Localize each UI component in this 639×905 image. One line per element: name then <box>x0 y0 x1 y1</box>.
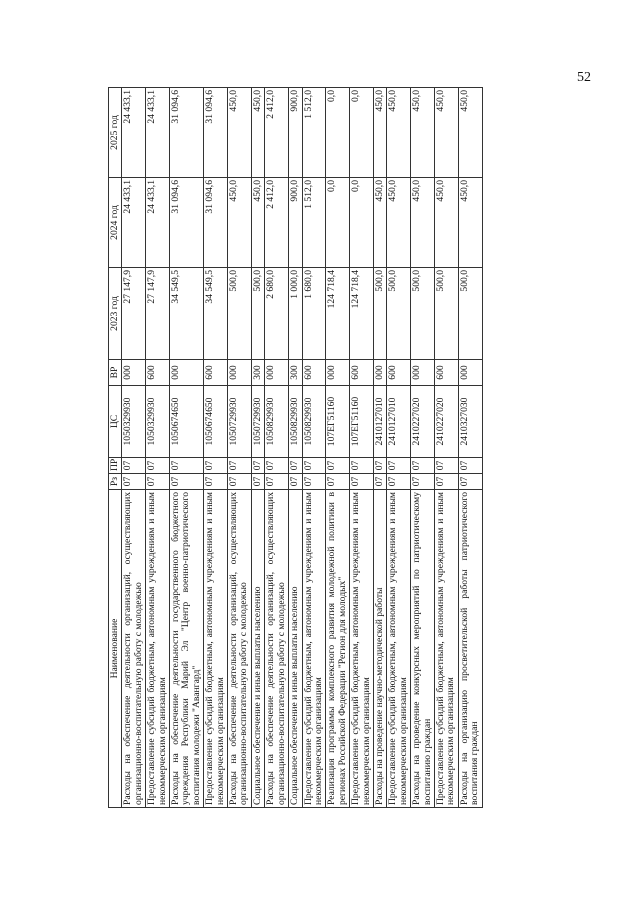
cell-rz: 07 <box>228 474 252 490</box>
cell-y2025: 1 512,0 <box>302 88 326 178</box>
cell-pr: 07 <box>387 458 411 474</box>
cell-cs: 1050729930 <box>228 386 252 458</box>
table-row <box>387 88 411 808</box>
cell-rz: 07 <box>387 474 411 490</box>
cell-pr: 07 <box>326 458 350 474</box>
table-row <box>411 88 435 808</box>
table-row <box>251 88 264 808</box>
cell-cs: 1050329930 <box>146 386 170 458</box>
cell-vr: 600 <box>146 360 170 386</box>
cell-pr: 07 <box>204 458 228 474</box>
cell-name: Предоставление субсидий бюджетным, автономным учреждениям и иным некоммерческим организациям <box>350 490 374 808</box>
page-number: 52 <box>577 70 591 85</box>
cell-pr: 07 <box>411 458 435 474</box>
cell-y2024: 450,0 <box>411 178 435 268</box>
cell-pr: 07 <box>350 458 374 474</box>
cell-y2025: 450,0 <box>411 88 435 178</box>
cell-name: Предоставление субсидий бюджетным, автономным учреждениям и иным некоммерческим организациям <box>204 490 228 808</box>
cell-y2025: 450,0 <box>434 88 458 178</box>
header-name: Наименование <box>109 490 122 808</box>
cell-rz: 07 <box>350 474 374 490</box>
cell-vr: 000 <box>228 360 252 386</box>
cell-name: Реализация программы комплексного развития молодежной политики в регионах Российской Федерации "Регион для молодых" <box>326 490 350 808</box>
header-pr: ПР <box>109 458 122 474</box>
table-row <box>228 88 252 808</box>
cell-rz: 07 <box>434 474 458 490</box>
cell-y2025: 24 433,1 <box>146 88 170 178</box>
cell-pr: 07 <box>302 458 326 474</box>
cell-y2025: 450,0 <box>373 88 386 178</box>
cell-rz: 07 <box>170 474 204 490</box>
table-row <box>204 88 228 808</box>
cell-y2024: 450,0 <box>387 178 411 268</box>
cell-rz: 07 <box>251 474 264 490</box>
cell-y2024: 450,0 <box>434 178 458 268</box>
cell-rz: 07 <box>122 474 146 490</box>
cell-cs: 1050674650 <box>170 386 204 458</box>
cell-y2023: 2 680,0 <box>265 268 289 360</box>
table-row <box>302 88 326 808</box>
cell-vr: 600 <box>387 360 411 386</box>
cell-y2024: 0,0 <box>326 178 350 268</box>
table-row <box>326 88 350 808</box>
cell-y2023: 34 549,5 <box>204 268 228 360</box>
cell-y2024: 31 094,6 <box>204 178 228 268</box>
cell-y2024: 450,0 <box>373 178 386 268</box>
cell-cs: 2410327030 <box>458 386 482 458</box>
cell-y2023: 1 000,0 <box>289 268 302 360</box>
cell-name: Расходы на организацию просветительской работы патриотического воспитания граждан <box>458 490 482 808</box>
cell-y2024: 0,0 <box>350 178 374 268</box>
cell-cs: 2410127010 <box>373 386 386 458</box>
header-2024: 2024 год <box>109 178 122 268</box>
cell-vr: 300 <box>289 360 302 386</box>
cell-y2025: 450,0 <box>228 88 252 178</box>
cell-name: Предоставление субсидий бюджетным, автономным учреждениям и иным некоммерческим организациям <box>434 490 458 808</box>
cell-cs: 2410227020 <box>434 386 458 458</box>
cell-vr: 000 <box>411 360 435 386</box>
cell-cs: 107ЕГ51160 <box>326 386 350 458</box>
cell-name: Расходы на обеспечение деятельности организаций, осуществляющих организационно-воспитательную работу с молодежью <box>265 490 289 808</box>
table-row <box>434 88 458 808</box>
cell-y2025: 24 433,1 <box>122 88 146 178</box>
table-row <box>373 88 386 808</box>
cell-pr: 07 <box>228 458 252 474</box>
cell-y2023: 500,0 <box>387 268 411 360</box>
cell-pr: 07 <box>289 458 302 474</box>
cell-y2023: 124 718,4 <box>326 268 350 360</box>
header-2023: 2023 год <box>109 268 122 360</box>
cell-cs: 1050329930 <box>122 386 146 458</box>
cell-y2023: 500,0 <box>373 268 386 360</box>
cell-y2023: 500,0 <box>251 268 264 360</box>
cell-pr: 07 <box>434 458 458 474</box>
cell-cs: 2410227020 <box>411 386 435 458</box>
cell-name: Предоставление субсидий бюджетным, автономным учреждениям и иным некоммерческим организациям <box>302 490 326 808</box>
cell-y2023: 27 147,9 <box>122 268 146 360</box>
cell-cs: 1050729930 <box>251 386 264 458</box>
cell-y2024: 900,0 <box>289 178 302 268</box>
cell-name: Расходы на обеспечение деятельности организаций, осуществляющих организационно-воспитательную работу с молодежью <box>122 490 146 808</box>
table-header-row <box>109 88 122 808</box>
header-rz: Рз <box>109 474 122 490</box>
cell-rz: 07 <box>411 474 435 490</box>
cell-rz: 07 <box>146 474 170 490</box>
cell-y2024: 31 094,6 <box>170 178 204 268</box>
cell-vr: 600 <box>204 360 228 386</box>
cell-vr: 000 <box>373 360 386 386</box>
cell-cs: 107ЕГ51160 <box>350 386 374 458</box>
cell-y2024: 2 412,0 <box>265 178 289 268</box>
cell-y2024: 450,0 <box>251 178 264 268</box>
cell-rz: 07 <box>204 474 228 490</box>
cell-y2025: 900,0 <box>289 88 302 178</box>
cell-name: Социальное обеспечение и иные выплаты населению <box>289 490 302 808</box>
cell-y2025: 31 094,6 <box>170 88 204 178</box>
cell-vr: 300 <box>251 360 264 386</box>
cell-y2024: 24 433,1 <box>122 178 146 268</box>
header-2025: 2025 год <box>109 88 122 178</box>
cell-y2023: 500,0 <box>411 268 435 360</box>
cell-vr: 600 <box>302 360 326 386</box>
cell-rz: 07 <box>326 474 350 490</box>
cell-vr: 000 <box>265 360 289 386</box>
table-row <box>289 88 302 808</box>
cell-name: Расходы на обеспечение деятельности организаций, осуществляющих организационно-воспитательную работу с молодежью <box>228 490 252 808</box>
table-row <box>170 88 204 808</box>
cell-rz: 07 <box>373 474 386 490</box>
table-row <box>122 88 146 808</box>
cell-pr: 07 <box>458 458 482 474</box>
cell-pr: 07 <box>122 458 146 474</box>
cell-pr: 07 <box>146 458 170 474</box>
cell-pr: 07 <box>251 458 264 474</box>
cell-y2023: 27 147,9 <box>146 268 170 360</box>
cell-y2025: 450,0 <box>458 88 482 178</box>
table-row <box>350 88 374 808</box>
cell-vr: 600 <box>434 360 458 386</box>
budget-table <box>108 87 483 808</box>
cell-rz: 07 <box>265 474 289 490</box>
cell-cs: 1050829930 <box>265 386 289 458</box>
cell-name: Социальное обеспечение и иные выплаты населению <box>251 490 264 808</box>
cell-y2024: 1 512,0 <box>302 178 326 268</box>
cell-vr: 000 <box>458 360 482 386</box>
cell-rz: 07 <box>302 474 326 490</box>
header-vr: ВР <box>109 360 122 386</box>
cell-y2025: 31 094,6 <box>204 88 228 178</box>
cell-cs: 1050829930 <box>302 386 326 458</box>
cell-pr: 07 <box>265 458 289 474</box>
cell-y2023: 500,0 <box>458 268 482 360</box>
cell-y2025: 450,0 <box>387 88 411 178</box>
cell-y2023: 500,0 <box>434 268 458 360</box>
cell-pr: 07 <box>373 458 386 474</box>
cell-cs: 2410127010 <box>387 386 411 458</box>
cell-y2024: 450,0 <box>458 178 482 268</box>
cell-vr: 000 <box>122 360 146 386</box>
table-body <box>122 88 482 808</box>
cell-name: Расходы на обеспечение деятельности государственного бюджетного учреждения Республики Марий Эл "Центр военно-патриотического воспитания молодежи "Авангард" <box>170 490 204 808</box>
cell-y2023: 500,0 <box>228 268 252 360</box>
cell-y2025: 0,0 <box>326 88 350 178</box>
table-row <box>146 88 170 808</box>
cell-name: Предоставление субсидий бюджетным, автономным учреждениям и иным некоммерческим организациям <box>146 490 170 808</box>
cell-name: Расходы на проведение конкурсных мероприятий по патриотическому воспитанию граждан <box>411 490 435 808</box>
cell-name: Расходы на проведение научно-методической работы <box>373 490 386 808</box>
cell-rz: 07 <box>458 474 482 490</box>
cell-y2023: 124 718,4 <box>350 268 374 360</box>
cell-y2024: 450,0 <box>228 178 252 268</box>
cell-y2023: 34 549,5 <box>170 268 204 360</box>
cell-y2025: 450,0 <box>251 88 264 178</box>
header-cs: ЦС <box>109 386 122 458</box>
rotated-table-container <box>108 88 568 808</box>
cell-y2025: 0,0 <box>350 88 374 178</box>
cell-pr: 07 <box>170 458 204 474</box>
cell-y2023: 1 680,0 <box>302 268 326 360</box>
cell-y2025: 2 412,0 <box>265 88 289 178</box>
cell-cs: 1050829930 <box>289 386 302 458</box>
cell-name: Предоставление субсидий бюджетным, автономным учреждениям и иным некоммерческим организациям <box>387 490 411 808</box>
cell-y2024: 24 433,1 <box>146 178 170 268</box>
cell-rz: 07 <box>289 474 302 490</box>
table-row <box>265 88 289 808</box>
table-row <box>458 88 482 808</box>
cell-vr: 000 <box>170 360 204 386</box>
cell-vr: 600 <box>350 360 374 386</box>
cell-vr: 000 <box>326 360 350 386</box>
cell-cs: 1050674650 <box>204 386 228 458</box>
